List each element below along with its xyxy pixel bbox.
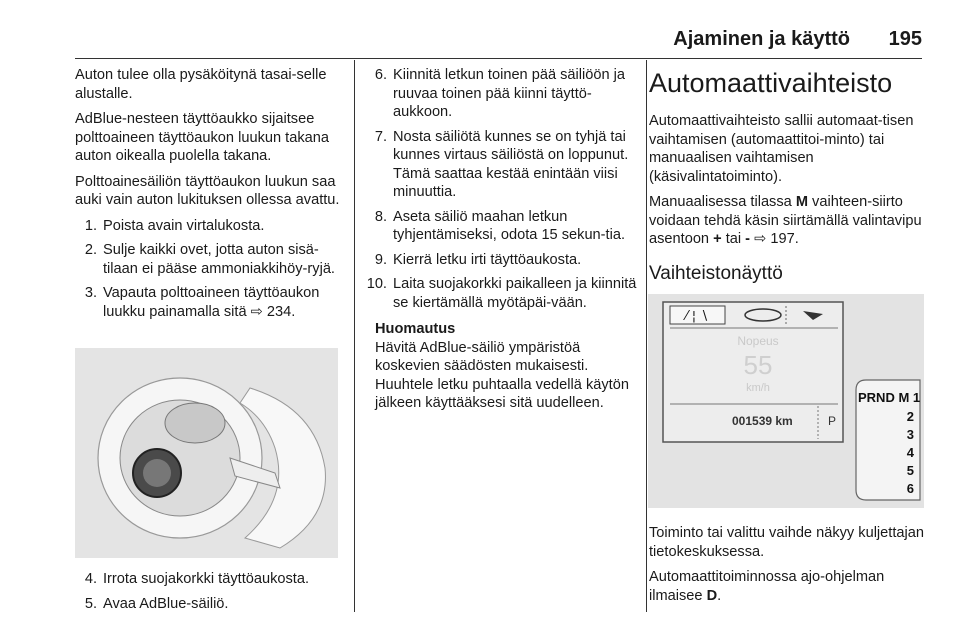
speed-unit: km/h bbox=[746, 382, 770, 394]
column-1 bbox=[75, 66, 345, 327]
gear-list: 2 3 4 5 6 bbox=[906, 409, 914, 496]
paragraph: AdBlue-nesteen täyttöaukko sijaitsee polttoaineen täyttöaukon luukun takana auton oikealla puolella takana. bbox=[75, 111, 329, 164]
paragraph: Auton tulee olla pysäköitynä tasai-selle alustalle. bbox=[75, 67, 327, 102]
list-item: 1. Poista avain virtalukosta. bbox=[84, 217, 265, 234]
park-indicator: P bbox=[828, 414, 837, 428]
paragraph: Toiminto tai valittu vaihde näkyy kuljettajan tietokeskuksessa. bbox=[649, 525, 924, 560]
column-1-continued bbox=[75, 570, 345, 619]
paragraph: Polttoainesäiliön täyttöaukon luukun saa auki vain auton lukituksen ollessa avattu. bbox=[75, 173, 340, 208]
step-list bbox=[75, 570, 345, 613]
column-divider bbox=[646, 60, 647, 612]
list-item: 6. Kiinnitä letkun toinen pää säiliöön ja ruuvaa toinen pää kiinni täyttö-aukkoon. bbox=[374, 67, 626, 120]
list-item: 3. Vapauta polttoaineen täyttöaukon luukku painamalla sitä ⇨ 234. bbox=[84, 285, 320, 320]
list-item: 10. Laita suojakorkki paikalleen ja kiinnitä se kiertämällä myötäpäi-vään. bbox=[366, 276, 637, 311]
odometer: 001539 km bbox=[732, 414, 793, 428]
list-item: 5. Avaa AdBlue-säiliö. bbox=[84, 595, 229, 612]
column-divider bbox=[354, 60, 355, 612]
note-text: Hävitä AdBlue-säiliö ympäristöä koskevien säädösten mukaisesti. Huuhtele letku puhtaalla vedellä käytön jälkeen käyttääksesi sitä uudelleen. bbox=[375, 339, 629, 411]
transmission-display-illustration bbox=[648, 294, 924, 508]
list-item: 7. Nosta säiliötä kunnes se on tyhjä tai kunnes virtaus säiliöstä on loppunut. Tämä saattaa kestää enintään viisi minuuttia. bbox=[374, 128, 629, 200]
section-heading: Automaattivaihteisto bbox=[649, 68, 893, 98]
list-item: 2. Sulje kaikki ovet, jotta auton sisä-tilaan ei pääse ammoniakkihöy-ryjä. bbox=[84, 242, 335, 277]
list-item: 8. Aseta säiliö maahan letkun tyhjentämiseksi, odota 15 sekun-tia. bbox=[374, 208, 626, 243]
list-item: 4. Irrota suojakorkki täyttöaukosta. bbox=[84, 571, 310, 587]
column-3 bbox=[649, 66, 927, 301]
column-3-continued bbox=[649, 524, 927, 612]
page-header bbox=[0, 28, 960, 58]
note-box bbox=[365, 320, 637, 413]
column-2 bbox=[365, 66, 637, 413]
list-item: 9. Kierrä letku irti täyttöaukosta. bbox=[374, 251, 582, 268]
step-list bbox=[365, 66, 637, 312]
paragraph: Automaattitoiminnossa ajo-ohjelman ilmaisee D. bbox=[649, 569, 885, 604]
paragraph: Automaattivaihteisto sallii automaat-tisen vaihtamisen (automaattitoi-minto) tai manuaalisen vaihtamisen (käsivalintatoiminto). bbox=[649, 113, 914, 185]
paragraph: Manuaalisessa tilassa M vaihteen-siirto voidaan tehdä käsin siirtämällä valintavipu asentoon + tai - ⇨ 197. bbox=[649, 194, 922, 247]
note-title: Huomautus bbox=[375, 321, 456, 337]
subsection-heading: Vaihteistonäyttö bbox=[649, 262, 783, 284]
step-list bbox=[75, 217, 345, 322]
fuel-filler-illustration bbox=[75, 348, 338, 558]
header-rule bbox=[75, 58, 922, 59]
speed-label: Nopeus bbox=[737, 334, 779, 348]
page-number: 195 bbox=[888, 28, 922, 50]
speed-value: 55 bbox=[743, 350, 773, 380]
chapter-title: Ajaminen ja käyttö bbox=[673, 28, 850, 50]
svg-text:⁄ ¦ ∖: ⁄ ¦ ∖ bbox=[685, 309, 709, 324]
gear-label: PRND M 1 bbox=[858, 390, 921, 405]
